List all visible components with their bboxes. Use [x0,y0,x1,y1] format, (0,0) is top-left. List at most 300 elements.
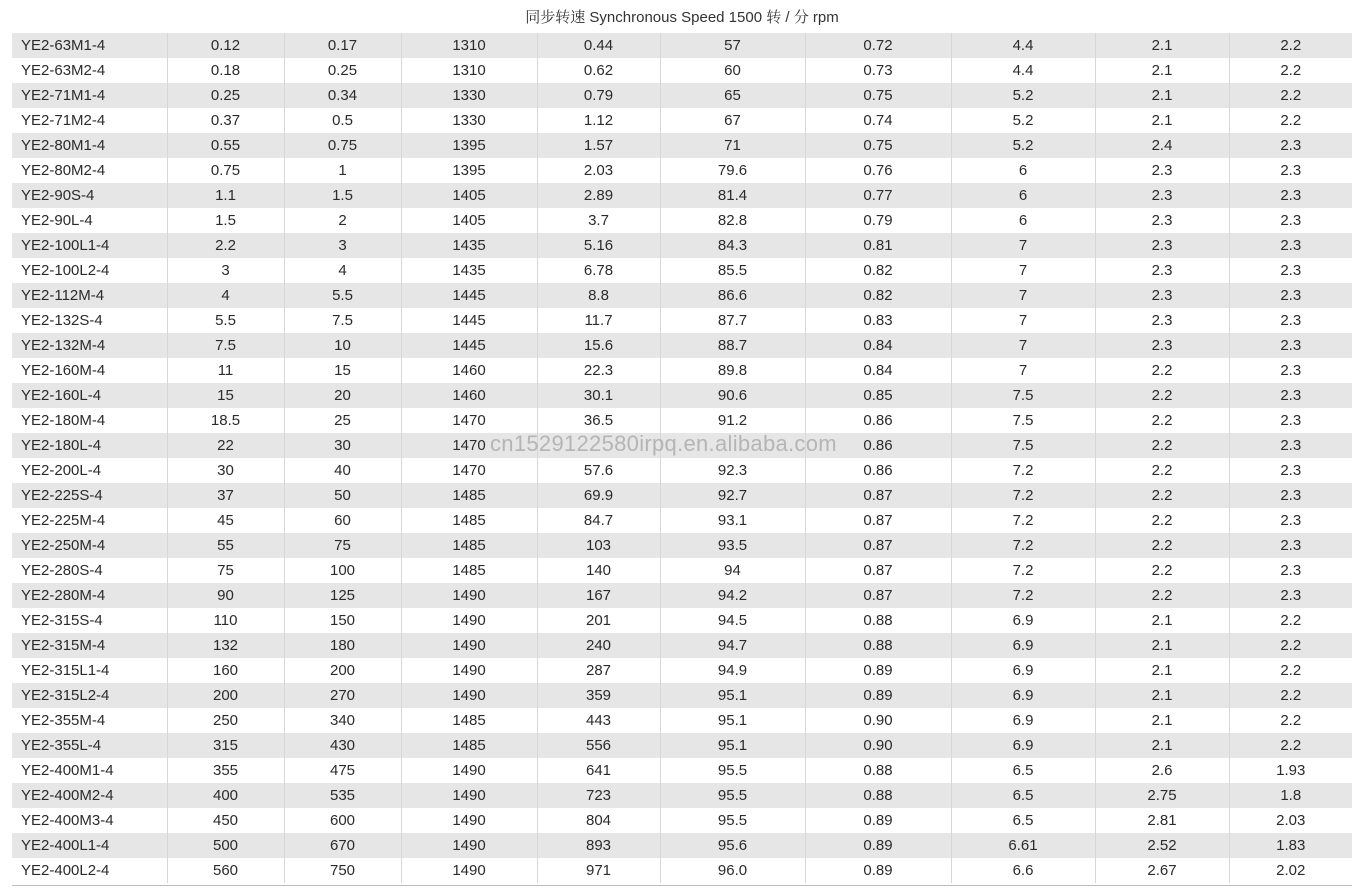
value-cell: 2.02 [1229,858,1352,883]
value-cell: 1.1 [167,183,284,208]
model-cell: YE2-355L-4 [12,733,167,758]
value-cell: 0.87 [805,583,951,608]
value-cell: 2.3 [1229,483,1352,508]
value-cell: 1330 [401,83,537,108]
value-cell: 84.7 [537,508,660,533]
value-cell: 0.89 [805,858,951,883]
value-cell: 0.81 [805,233,951,258]
table-row [12,258,1352,283]
value-cell: 0.75 [805,83,951,108]
value-cell: 0.84 [805,358,951,383]
value-cell: 0.89 [805,833,951,858]
model-cell: YE2-180M-4 [12,408,167,433]
value-cell: 1490 [401,633,537,658]
model-cell: YE2-280S-4 [12,558,167,583]
value-cell: 2.3 [1229,383,1352,408]
value-cell: 81.4 [660,183,805,208]
value-cell: 96.0 [660,858,805,883]
value-cell: 92.3 [660,458,805,483]
value-cell: 1490 [401,658,537,683]
value-cell: 1485 [401,708,537,733]
value-cell: 0.72 [805,33,951,58]
value-cell: 2.03 [537,158,660,183]
value-cell: 0.82 [805,283,951,308]
bottom-divider [12,885,1352,886]
value-cell: 2.3 [1229,458,1352,483]
value-cell: 84.3 [660,233,805,258]
value-cell: 0.25 [167,83,284,108]
value-cell: 2.3 [1095,333,1229,358]
value-cell: 0.90 [805,733,951,758]
value-cell: 0.89 [805,658,951,683]
value-cell: 1.5 [167,208,284,233]
value-cell: 0.86 [805,408,951,433]
value-cell: 359 [537,683,660,708]
value-cell: 0.75 [805,133,951,158]
model-cell: YE2-400M2-4 [12,783,167,808]
value-cell: 4.4 [951,58,1095,83]
value-cell: 0.73 [805,58,951,83]
value-cell: 7.2 [951,508,1095,533]
value-cell: 6.5 [951,783,1095,808]
value-cell: 7.2 [951,483,1095,508]
value-cell: 6 [951,208,1095,233]
value-cell: 0.17 [284,33,401,58]
value-cell: 1485 [401,558,537,583]
value-cell: 0.77 [805,183,951,208]
model-cell: YE2-400L1-4 [12,833,167,858]
value-cell: 1490 [401,608,537,633]
value-cell: 1460 [401,383,537,408]
model-cell: YE2-400M3-4 [12,808,167,833]
value-cell: 2.3 [1229,408,1352,433]
value-cell: 2 [284,208,401,233]
value-cell: 7.5 [951,408,1095,433]
value-cell: 7.2 [951,558,1095,583]
value-cell: 2.2 [1229,683,1352,708]
value-cell: 132 [167,633,284,658]
value-cell: 430 [284,733,401,758]
value-cell: 1485 [401,483,537,508]
value-cell: 2.67 [1095,858,1229,883]
value-cell: 0.76 [805,158,951,183]
value-cell: 475 [284,758,401,783]
value-cell: 93.5 [660,533,805,558]
value-cell: 11 [167,358,284,383]
value-cell: 30 [167,458,284,483]
value-cell: 2.3 [1229,533,1352,558]
table-row [12,183,1352,208]
value-cell: 2.2 [1095,483,1229,508]
value-cell: 2.6 [1095,758,1229,783]
value-cell: 1405 [401,208,537,233]
value-cell: 2.2 [1095,458,1229,483]
table-row [12,458,1352,483]
table-row [12,483,1352,508]
value-cell: 1485 [401,733,537,758]
value-cell: 250 [167,708,284,733]
table-row [12,533,1352,558]
model-cell: YE2-315M-4 [12,633,167,658]
value-cell: 4 [167,283,284,308]
value-cell: 1460 [401,358,537,383]
value-cell: 3 [167,258,284,283]
value-cell: 71 [660,133,805,158]
model-cell: YE2-200L-4 [12,458,167,483]
value-cell: 2.2 [1229,708,1352,733]
value-cell: 1490 [401,808,537,833]
model-cell: YE2-132M-4 [12,333,167,358]
value-cell: 2.3 [1229,358,1352,383]
model-cell: YE2-315S-4 [12,608,167,633]
value-cell: 315 [167,733,284,758]
value-cell: 57 [660,33,805,58]
value-cell: 201 [537,608,660,633]
value-cell: 87.7 [660,308,805,333]
value-cell: 7.2 [951,458,1095,483]
model-cell: YE2-80M2-4 [12,158,167,183]
value-cell: 1.83 [1229,833,1352,858]
value-cell: 0.89 [805,683,951,708]
value-cell: 6.9 [951,708,1095,733]
value-cell: 2.3 [1229,158,1352,183]
value-cell: 1.5 [284,183,401,208]
value-cell: 1490 [401,583,537,608]
value-cell: 103 [537,533,660,558]
value-cell: 25 [284,408,401,433]
value-cell: 20 [284,383,401,408]
value-cell: 1395 [401,133,537,158]
value-cell: 7.2 [951,583,1095,608]
value-cell: 7 [951,308,1095,333]
value-cell: 6.6 [951,858,1095,883]
value-cell: 670 [284,833,401,858]
value-cell: 45 [167,508,284,533]
value-cell: 15 [167,383,284,408]
value-cell: 2.3 [1229,583,1352,608]
value-cell: 1490 [401,858,537,883]
value-cell: 2.1 [1095,608,1229,633]
value-cell: 1445 [401,308,537,333]
value-cell: 2.1 [1095,83,1229,108]
value-cell: 60 [284,508,401,533]
model-cell: YE2-112M-4 [12,283,167,308]
model-cell: YE2-71M1-4 [12,83,167,108]
value-cell: 971 [537,858,660,883]
value-cell: 5.16 [537,233,660,258]
value-cell: 5.2 [951,108,1095,133]
value-cell: 6.78 [537,258,660,283]
value-cell: 0.88 [805,783,951,808]
value-cell: 7 [951,233,1095,258]
value-cell: 0.88 [805,758,951,783]
value-cell: 723 [537,783,660,808]
value-cell: 1435 [401,233,537,258]
model-cell: YE2-280M-4 [12,583,167,608]
value-cell: 2.2 [1229,33,1352,58]
model-cell: YE2-400L2-4 [12,858,167,883]
value-cell: 57.6 [537,458,660,483]
value-cell: 1.12 [537,108,660,133]
value-cell: 90 [167,583,284,608]
value-cell: 6 [951,158,1095,183]
value-cell: 94.9 [660,658,805,683]
value-cell: 30 [284,433,401,458]
value-cell: 2.2 [1229,608,1352,633]
value-cell: 2.2 [1095,358,1229,383]
value-cell: 2.2 [1095,533,1229,558]
table-row [12,383,1352,408]
value-cell: 6 [951,183,1095,208]
value-cell: 2.1 [1095,658,1229,683]
value-cell: 10 [284,333,401,358]
value-cell: 1395 [401,158,537,183]
value-cell: 6.9 [951,658,1095,683]
value-cell: 0.44 [537,33,660,58]
value-cell: 750 [284,858,401,883]
value-cell: 0.88 [805,633,951,658]
value-cell: 110 [167,608,284,633]
model-cell: YE2-160M-4 [12,358,167,383]
table-row [12,58,1352,83]
value-cell: 94 [660,558,805,583]
model-cell: YE2-90S-4 [12,183,167,208]
value-cell: 1485 [401,533,537,558]
value-cell: 0.86 [805,458,951,483]
value-cell: 1470 [401,408,537,433]
value-cell: 2.3 [1229,333,1352,358]
value-cell: 0.12 [167,33,284,58]
value-cell: 450 [167,808,284,833]
value-cell: 7.5 [951,383,1095,408]
value-cell: 6.5 [951,808,1095,833]
table-row [12,783,1352,808]
value-cell: 556 [537,733,660,758]
value-cell: 160 [167,658,284,683]
table-row [12,633,1352,658]
value-cell: 443 [537,708,660,733]
value-cell: 2.3 [1095,208,1229,233]
value-cell: 7.5 [951,433,1095,458]
value-cell: 0.87 [805,483,951,508]
value-cell: 2.1 [1095,708,1229,733]
value-cell: 560 [167,858,284,883]
watermark: cn1529122580irpq.en.alibaba.com [490,431,837,456]
value-cell: 2.03 [1229,808,1352,833]
value-cell: 1445 [401,283,537,308]
value-cell: 1470 [401,458,537,483]
value-cell: 270 [284,683,401,708]
model-cell: YE2-100L2-4 [12,258,167,283]
value-cell: 2.3 [1095,308,1229,333]
value-cell: 4.4 [951,33,1095,58]
table-row [12,608,1352,633]
value-cell: 88.7 [660,333,805,358]
value-cell: 67 [660,108,805,133]
value-cell: 2.1 [1095,33,1229,58]
model-cell: YE2-160L-4 [12,383,167,408]
value-cell: 22 [167,433,284,458]
table-row [12,283,1352,308]
value-cell: 2.3 [1229,433,1352,458]
value-cell: 30.1 [537,383,660,408]
table-body [12,33,1352,883]
value-cell: 8.8 [537,283,660,308]
value-cell: 0.37 [167,108,284,133]
value-cell: 125 [284,583,401,608]
model-cell: YE2-400M1-4 [12,758,167,783]
value-cell: 85.5 [660,258,805,283]
value-cell: 2.3 [1229,558,1352,583]
table-row [12,758,1352,783]
value-cell: 1490 [401,758,537,783]
value-cell: 18.5 [167,408,284,433]
table-row [12,408,1352,433]
value-cell: 89.8 [660,358,805,383]
value-cell: 3 [284,233,401,258]
value-cell: 0.74 [805,108,951,133]
table-row [12,833,1352,858]
value-cell: 0.75 [167,158,284,183]
value-cell: 95.5 [660,783,805,808]
value-cell: 2.2 [1229,58,1352,83]
value-cell: 15 [284,358,401,383]
table-row [12,108,1352,133]
value-cell: 1330 [401,108,537,133]
table-row [12,808,1352,833]
value-cell: 0.87 [805,558,951,583]
value-cell: 95.6 [660,833,805,858]
model-cell: YE2-225M-4 [12,508,167,533]
value-cell: 2.75 [1095,783,1229,808]
value-cell: 7.2 [951,533,1095,558]
value-cell: 0.86 [805,433,951,458]
value-cell: 36.5 [537,408,660,433]
value-cell: 0.83 [805,308,951,333]
value-cell: 355 [167,758,284,783]
value-cell: 2.2 [1095,433,1229,458]
value-cell: 150 [284,608,401,633]
value-cell: 93.1 [660,508,805,533]
value-cell: 7.5 [167,333,284,358]
value-cell: 6.5 [951,758,1095,783]
value-cell: 535 [284,783,401,808]
model-cell: YE2-71M2-4 [12,108,167,133]
value-cell: 75 [167,558,284,583]
model-cell: YE2-80M1-4 [12,133,167,158]
table-row [12,708,1352,733]
value-cell: 0.88 [805,608,951,633]
value-cell: 2.2 [1229,83,1352,108]
value-cell: 94.2 [660,583,805,608]
value-cell: 7.5 [284,308,401,333]
table-row [12,133,1352,158]
value-cell: 2.4 [1095,133,1229,158]
value-cell: 140 [537,558,660,583]
value-cell: 167 [537,583,660,608]
value-cell: 1435 [401,258,537,283]
value-cell: 69.9 [537,483,660,508]
value-cell: 6.9 [951,733,1095,758]
value-cell: 2.2 [1095,508,1229,533]
value-cell: 5.2 [951,83,1095,108]
value-cell: 200 [284,658,401,683]
value-cell: 0.55 [167,133,284,158]
value-cell: 1405 [401,183,537,208]
value-cell: 2.3 [1229,508,1352,533]
value-cell: 2.2 [1229,658,1352,683]
model-cell: YE2-315L1-4 [12,658,167,683]
value-cell: 600 [284,808,401,833]
value-cell: 7 [951,333,1095,358]
value-cell: 1445 [401,333,537,358]
value-cell: 2.2 [1095,558,1229,583]
value-cell [537,433,660,458]
value-cell: 641 [537,758,660,783]
model-cell: YE2-63M2-4 [12,58,167,83]
model-cell: YE2-90L-4 [12,208,167,233]
value-cell: 2.2 [1229,633,1352,658]
value-cell: 86.6 [660,283,805,308]
value-cell: 0.89 [805,808,951,833]
value-cell: 0.79 [805,208,951,233]
value-cell: 65 [660,83,805,108]
table-row [12,233,1352,258]
value-cell: 0.90 [805,708,951,733]
value-cell: 22.3 [537,358,660,383]
model-cell: YE2-63M1-4 [12,33,167,58]
value-cell: 0.5 [284,108,401,133]
value-cell: 2.3 [1229,308,1352,333]
value-cell: 1 [284,158,401,183]
value-cell: 95.5 [660,808,805,833]
value-cell: 2.2 [1229,108,1352,133]
value-cell: 100 [284,558,401,583]
value-cell: 6.9 [951,683,1095,708]
value-cell: 6.61 [951,833,1095,858]
value-cell: 2.1 [1095,733,1229,758]
value-cell: 2.2 [1095,583,1229,608]
value-cell: 55 [167,533,284,558]
model-cell: YE2-315L2-4 [12,683,167,708]
value-cell: 7 [951,283,1095,308]
value-cell: 95.1 [660,733,805,758]
value-cell: 287 [537,658,660,683]
value-cell: 5.5 [284,283,401,308]
value-cell: 1.8 [1229,783,1352,808]
model-cell: YE2-100L1-4 [12,233,167,258]
value-cell: 2.2 [1095,383,1229,408]
value-cell: 893 [537,833,660,858]
model-cell: YE2-355M-4 [12,708,167,733]
value-cell: 0.25 [284,58,401,83]
table-row [12,508,1352,533]
value-cell: 40 [284,458,401,483]
table-row [12,733,1352,758]
value-cell: 5.2 [951,133,1095,158]
motor-spec-table [12,33,1352,883]
table-row [12,683,1352,708]
value-cell: 2.2 [1229,733,1352,758]
value-cell: 2.3 [1229,208,1352,233]
value-cell: 400 [167,783,284,808]
value-cell: 2.3 [1095,283,1229,308]
table-row [12,158,1352,183]
table-row [12,333,1352,358]
value-cell: 6.9 [951,608,1095,633]
table-row [12,308,1352,333]
table-title: 同步转速 Synchronous Speed 1500 转 / 分 rpm [12,0,1352,34]
